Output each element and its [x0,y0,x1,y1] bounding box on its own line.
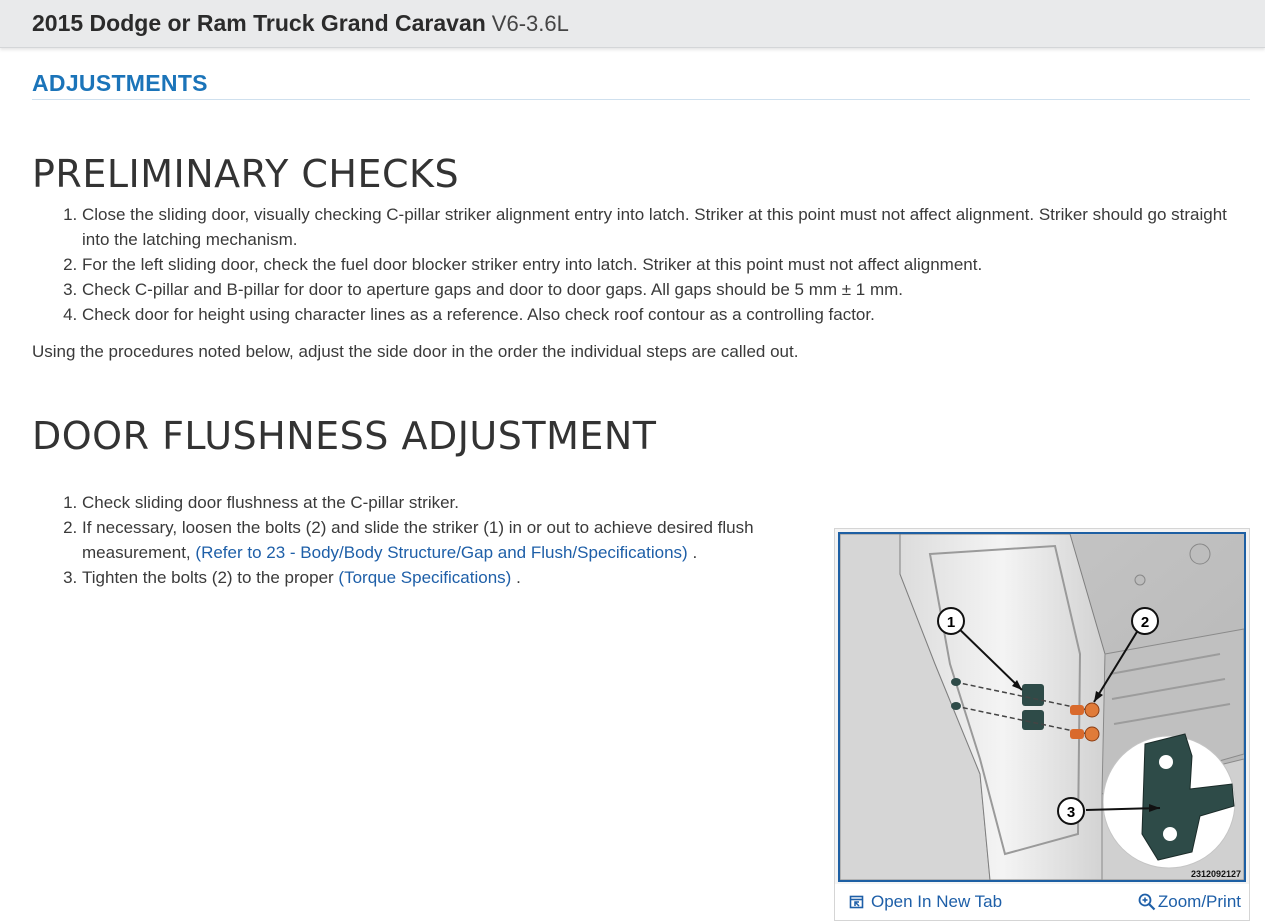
step-end: . [692,543,698,562]
section-label: ADJUSTMENTS [32,70,1250,100]
striker-diagram [840,534,1244,880]
door-flushness-heading: DOOR FLUSHNESS ADJUSTMENT [32,414,657,458]
step-text: Tighten the bolts (2) to the proper [82,568,334,587]
open-in-new-tab-label: Open In New Tab [871,892,1003,911]
magnifier-plus-icon [1138,893,1156,911]
figure-id: 2312092127 [1190,869,1241,879]
list-item [82,565,822,590]
list-item [82,515,822,565]
engine-label: V6-3.6L [491,10,569,36]
list-item: 2. For the left sliding door, check the fuel door blocker striker entry into latch. Striker at this point must not affect alignment. [82,252,1250,277]
zoom-print-button[interactable] [1138,892,1241,912]
gap-flush-spec-link[interactable]: (Refer to 23 - Body/Body Structure/Gap and Flush/Specifications) [195,543,688,562]
list-item: 1. Close the sliding door, visually checking C-pillar striker alignment entry into latch. Striker at this point must not affect alignment. Striker should go straight into the latching mechanism. [82,202,1250,252]
list-item: 4. Check door for height using character lines as a reference. Also check roof contour as a controlling factor. [82,302,1250,327]
list-item: 3. Check C-pillar and B-pillar for door to aperture gaps and door to door gaps. All gaps should be 5 mm ± 1 mm. [82,277,1250,302]
torque-spec-link[interactable]: (Torque Specifications) [338,568,512,587]
svg-text:1: 1 [946,614,956,631]
step-end: . [516,568,521,587]
open-new-tab-icon [849,894,865,910]
header-bar [0,0,1265,48]
open-in-new-tab-button[interactable] [849,892,1002,912]
procedure-note: Using the procedures noted below, adjust the side door in the order the individual steps are called out. [32,342,799,361]
flushness-steps-list [32,490,822,590]
preliminary-steps-list [32,202,1250,327]
callout-1 [938,608,964,634]
list-item: 1. Check sliding door flushness at the C-pillar striker. [82,490,822,515]
callout-3 [1058,798,1084,824]
figure-footer [835,884,1249,920]
zoom-print-label: Zoom/Print [1157,892,1241,911]
callout-2 [1132,608,1158,634]
step-text: If necessary, loosen the bolts (2) and slide the striker (1) in or out to achieve desired flush measurement, [82,518,754,562]
svg-text:2: 2 [1140,614,1150,631]
striker-illustration[interactable] [838,532,1246,882]
main-content [32,48,1250,911]
flushness-section [32,490,1250,911]
svg-text:3: 3 [1066,804,1076,821]
vehicle-title: 2015 Dodge or Ram Truck Grand Caravan [32,10,486,36]
preliminary-checks-heading: PRELIMINARY CHECKS [32,152,460,196]
striker-figure [834,528,1250,921]
